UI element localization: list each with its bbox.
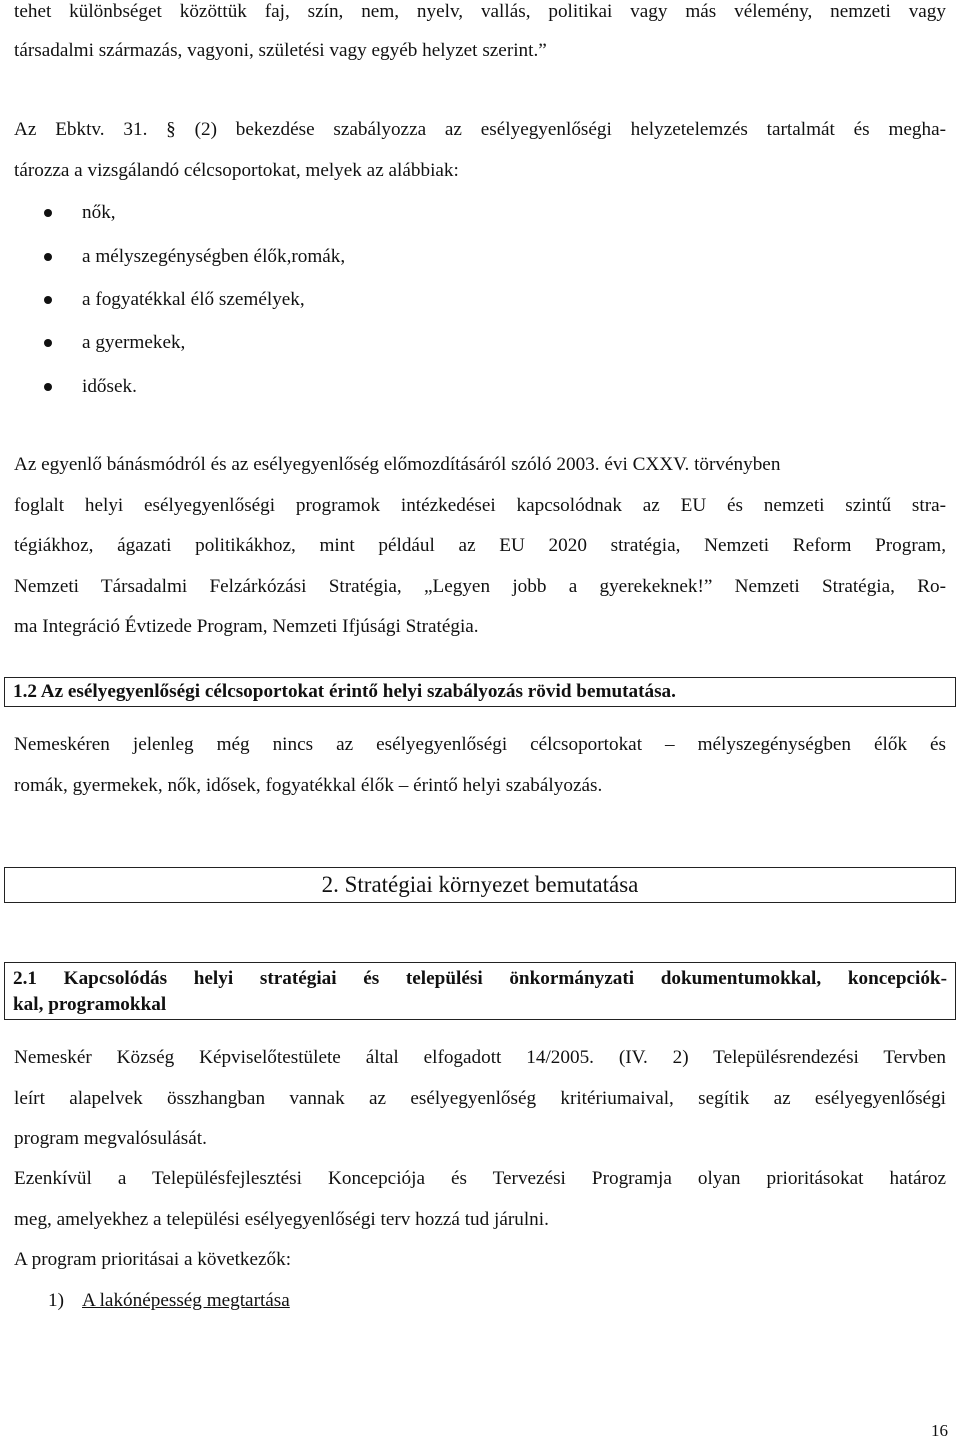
- bullet-icon: [44, 383, 52, 391]
- priority-text: A lakónépesség megtartása: [82, 1290, 290, 1311]
- plan-line-1: Nemeskér Község Képviselőtestülete által elfogadott 14/2005. (IV. 2) Településrendezési Tervben: [14, 1047, 946, 1068]
- page-number: 16: [931, 1421, 948, 1440]
- priority-item: [48, 1289, 290, 1313]
- law-line-3: tégiákhoz, ágazati politikákhoz, mint például az EU 2020 stratégia, Nemzeti Reform Program,: [14, 535, 946, 556]
- heading-2-1-line-2: kal, programokkal: [13, 994, 167, 1015]
- concept-line-1: Ezenkívül a Településfejlesztési Koncepciója és Tervezési Programja olyan prioritásokat határoz: [14, 1168, 946, 1189]
- local-rules-line-1: Nemeskéren jelenleg még nincs az esélyegyenlőségi célcsoportokat – mélyszegénységben élők és: [14, 734, 946, 755]
- ebktv-line-2: tározza a vizsgálandó célcsoportokat, melyek az alábbiak:: [14, 160, 459, 181]
- local-rules-line-2: romák, gyermekek, nők, idősek, fogyatékkal élők – érintő helyi szabályozás.: [14, 775, 603, 796]
- list-item-text: nők,: [82, 202, 116, 223]
- law-line-2: foglalt helyi esélyegyenlőségi programok intézkedései kapcsolódnak az EU és nemzeti szintű stra-: [14, 495, 946, 516]
- plan-line-3: program megvalósulását.: [14, 1128, 207, 1149]
- law-line-4: Nemzeti Társadalmi Felzárkózási Stratégia, „Legyen jobb a gyerekeknek!” Nemzeti Stratégia, Ro-: [14, 576, 946, 597]
- law-line-1: Az egyenlő bánásmódról és az esélyegyenlőség előmozdításáról szóló 2003. évi CXXV. törvényben: [14, 454, 781, 475]
- section-heading-2-1: [4, 962, 956, 1020]
- priority-number: 1): [48, 1290, 64, 1311]
- intro-line-2: társadalmi származás, vagyoni, születési vagy egyéb helyzet szerint.”: [14, 40, 547, 61]
- bullet-icon: [44, 209, 52, 217]
- bullet-icon: [44, 296, 52, 304]
- bullet-icon: [44, 339, 52, 347]
- list-item-text: a gyermekek,: [82, 332, 186, 353]
- section-heading-1-2: 1.2 Az esélyegyenlőségi célcsoportokat érintő helyi szabályozás rövid bemutatása.: [4, 677, 956, 707]
- list-item-text: a fogyatékkal élő személyek,: [82, 289, 305, 310]
- intro-line-1: tehet különbséget közöttük faj, szín, nem, nyelv, vallás, politikai vagy más vélemény, nemzeti vagy: [14, 1, 946, 22]
- list-item-text: a mélyszegénységben élők,romák,: [82, 246, 346, 267]
- bullet-icon: [44, 253, 52, 261]
- law-line-5: ma Integráció Évtizede Program, Nemzeti Ifjúsági Stratégia.: [14, 616, 479, 637]
- heading-2-1-line-1: 2.1 Kapcsolódás helyi stratégiai és települési önkormányzati dokumentumokkal, koncepciók-: [13, 968, 947, 989]
- list-item-text: idősek.: [82, 376, 137, 397]
- plan-line-2: leírt alapelvek összhangban vannak az esélyegyenlőség kritériumaival, segítik az esélyegyenlőségi: [14, 1088, 946, 1109]
- priorities-intro: A program prioritásai a következők:: [14, 1249, 292, 1270]
- concept-line-2: meg, amelyekhez a települési esélyegyenlőségi terv hozzá tud járulni.: [14, 1209, 549, 1230]
- chapter-title-2: 2. Stratégiai környezet bemutatása: [4, 867, 956, 903]
- ebktv-line-1: Az Ebktv. 31. § (2) bekezdése szabályozza az esélyegyenlőségi helyzetelemzés tartalmát és megha-: [14, 119, 946, 140]
